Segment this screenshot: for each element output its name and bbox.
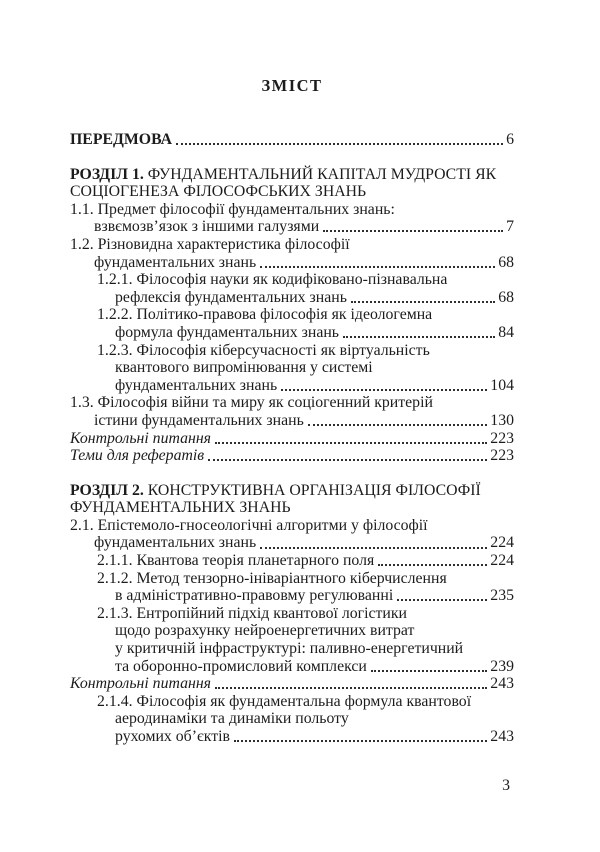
toc-line: [70, 482, 514, 500]
toc-line: [70, 693, 514, 711]
chapter-number: РОЗДІЛ 2.: [70, 481, 144, 499]
toc-line: [70, 552, 514, 570]
toc-entry: [70, 306, 514, 341]
dot-leader: [260, 265, 495, 268]
toc-line: [70, 728, 514, 746]
toc-entry: [70, 605, 514, 675]
toc-entry: [70, 394, 514, 429]
dot-leader: [176, 142, 503, 145]
toc-line: [70, 605, 514, 623]
toc-line: [70, 412, 514, 430]
toc-page-number: 130: [490, 411, 514, 429]
toc-line: [70, 640, 514, 658]
toc-entry: [70, 447, 514, 465]
toc-line: [70, 131, 514, 149]
toc-line-text: формула фундаментальних знань: [115, 323, 339, 341]
toc-line-text: в адміністративно-правовму регулюванні: [115, 587, 394, 605]
toc-line: [70, 289, 514, 307]
toc-line: [70, 236, 514, 254]
toc-list: [70, 131, 514, 746]
toc-line: [70, 218, 514, 236]
toc-page-number: 235: [490, 587, 514, 605]
toc-line: [70, 377, 514, 395]
toc-line-text: щодо розрахунку нейроенергетичних витрат: [115, 622, 415, 640]
toc-line: [70, 570, 514, 588]
toc-entry: [70, 201, 514, 236]
toc-page-number: 6: [506, 131, 514, 148]
toc-line-text: 1.2. Різновидна характеристика філософії: [70, 235, 350, 253]
toc-page-number: 68: [498, 288, 514, 306]
toc-line-text: 1.2.1. Філософія науки як кодифіковано-пізнавальна: [97, 271, 448, 289]
dot-leader: [371, 669, 487, 672]
toc-line-text: 2.1.1. Квантова теорія планетарного поля: [97, 552, 375, 570]
toc-line-text: у критичній інфраструктурі: паливно-енергетичний: [115, 640, 464, 658]
toc-line: [70, 534, 514, 552]
toc-entry: [70, 552, 514, 570]
toc-line-text: СОЦІОГЕНЕЗА ФІЛОСОФСЬКИХ ЗНАНЬ: [70, 183, 367, 201]
toc-line-text: рухомих об’єктів: [115, 728, 230, 745]
dot-leader: [397, 598, 487, 601]
toc-entry: [70, 131, 514, 149]
toc-line: [70, 342, 514, 360]
toc-line: [70, 499, 514, 517]
toc-line-text: 2.1.2. Метод тензорно-ініваріантного кіберчислення: [97, 569, 447, 587]
toc-line: [70, 675, 514, 693]
toc-entry: [70, 236, 514, 271]
dot-leader: [215, 441, 487, 444]
toc-page-number: 224: [490, 552, 514, 570]
toc-line: [70, 447, 514, 465]
dot-leader: [234, 739, 487, 742]
toc-entry: [70, 693, 514, 746]
toc-line: [70, 587, 514, 605]
toc-line: [70, 430, 514, 448]
toc-line-text: взвємозв’язок з іншими галузями: [94, 218, 320, 236]
toc-line-text: 2.1.3. Ентропійний підхід квантової логістики: [97, 604, 407, 622]
folio-page-number: 3: [502, 777, 510, 794]
toc-content: [70, 76, 514, 746]
toc-line-text: ПЕРЕДМОВА: [70, 131, 173, 148]
toc-entry: [70, 430, 514, 448]
toc-line-text: 2.1.4. Філософія як фундаментальна формула квантової: [97, 692, 472, 710]
dot-leader: [260, 546, 487, 549]
toc-line: [70, 658, 514, 676]
toc-page-number: 223: [490, 447, 514, 465]
dot-leader: [308, 423, 488, 426]
toc-line-text: Теми для рефератів: [70, 447, 205, 465]
toc-line-text: аеродинаміки та динаміки польоту: [115, 710, 349, 728]
dot-leader: [215, 686, 487, 689]
dot-leader: [323, 229, 503, 232]
dot-leader: [281, 388, 487, 391]
toc-page-number: 243: [490, 728, 514, 745]
toc-line: [70, 201, 514, 219]
toc-entry: [70, 675, 514, 693]
toc-page-number: 84: [498, 323, 514, 341]
toc-line-text: 1.3. Філософія війни та миру як соціогенний критерій: [70, 394, 433, 412]
toc-page-number: 243: [490, 675, 514, 693]
toc-line-text: ФУНДАМЕНТАЛЬНИХ ЗНАНЬ: [70, 499, 291, 517]
toc-page-number: 224: [490, 534, 514, 552]
toc-line-text: 1.1. Предмет філософії фундаментальних знань:: [70, 200, 395, 218]
toc-line: [70, 359, 514, 377]
toc-line: [70, 166, 514, 184]
dot-leader: [351, 300, 495, 303]
toc-line-text: фундаментальних знань: [94, 253, 257, 271]
toc-line: [70, 622, 514, 640]
toc-entry: [70, 342, 514, 395]
toc-line-text: та оборонно-промисловий комплекси: [115, 657, 367, 675]
toc-line-text: Контрольні питання: [70, 675, 211, 693]
toc-page-number: 239: [490, 657, 514, 675]
toc-entry: [70, 271, 514, 306]
toc-page-number: 7: [506, 218, 514, 236]
toc-line: [70, 306, 514, 324]
toc-line-text: фундаментальних знань: [94, 534, 257, 552]
toc-line: [70, 271, 514, 289]
toc-line-text: РОЗДІЛ 2. КОНСТРУКТИВНА ОРГАНІЗАЦІЯ ФІЛОСОФІЇ: [70, 481, 481, 499]
toc-entry: [70, 570, 514, 605]
toc-entry: [70, 166, 514, 201]
toc-line: [70, 394, 514, 412]
chapter-number: РОЗДІЛ 1.: [70, 165, 144, 183]
toc-line-text: фундаментальних знань: [115, 376, 278, 394]
toc-line: [70, 324, 514, 342]
toc-line-text: 2.1. Епістемоло-гносеологічні алгоритми у філософії: [70, 516, 428, 534]
dot-leader: [343, 335, 495, 338]
toc-line-text: Контрольні питання: [70, 429, 211, 447]
page-title: ЗМІСТ: [261, 76, 323, 95]
toc-line-text: рефлексія фундаментальних знань: [115, 288, 347, 306]
toc-page-number: 68: [498, 253, 514, 271]
toc-line-text: 1.2.2. Політико-правова філософія як ідеологемна: [97, 306, 433, 324]
toc-entry: [70, 482, 514, 517]
toc-line-text: РОЗДІЛ 1. ФУНДАМЕНТАЛЬНИЙ КАПІТАЛ МУДРОСТІ ЯК: [70, 165, 497, 183]
toc-line-text: квантового випромінювання у системі: [115, 359, 373, 377]
toc-page-number: 223: [490, 429, 514, 447]
toc-entry: [70, 517, 514, 552]
dot-leader: [378, 563, 487, 566]
dot-leader: [208, 458, 487, 461]
toc-page-number: 104: [490, 376, 514, 394]
toc-line: [70, 183, 514, 201]
toc-line: [70, 517, 514, 535]
toc-line: [70, 710, 514, 728]
toc-line-text: істини фундаментальних знань: [94, 411, 304, 429]
toc-line: [70, 254, 514, 272]
toc-line-text: 1.2.3. Філософія кіберсучасності як віртуальність: [97, 341, 430, 359]
